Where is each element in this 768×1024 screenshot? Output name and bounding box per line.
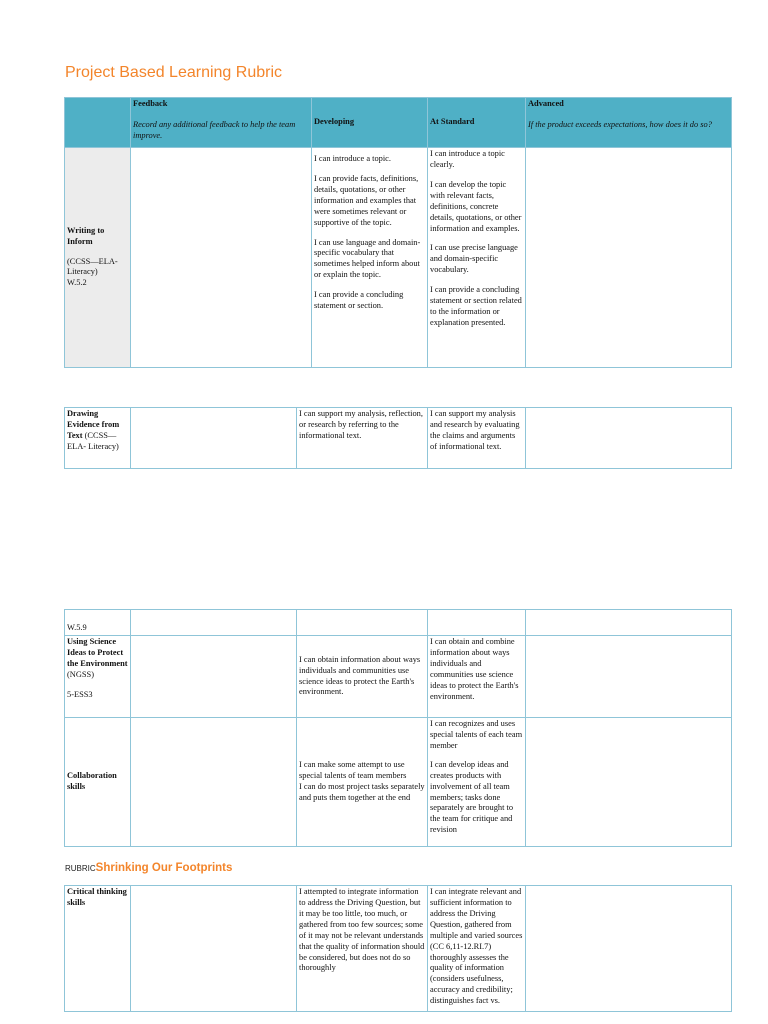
- drawing-advanced-cell[interactable]: [526, 408, 732, 469]
- critical-criterion: [65, 886, 131, 1012]
- rubric-table-critical: [64, 885, 732, 1012]
- science-dev: I can obtain information about ways individuals and communities use science ideas to protect the Earth's environment.: [299, 654, 421, 697]
- collab-criterion: [65, 718, 131, 847]
- section-subheading: [65, 858, 232, 876]
- critical-feedback-cell[interactable]: [131, 886, 297, 1012]
- header-feedback-label: Feedback: [133, 99, 168, 108]
- drawing-row: [65, 408, 732, 469]
- science-standard: (NGSS): [67, 669, 94, 679]
- page-title: Project Based Learning Rubric: [65, 64, 283, 81]
- w59-advanced-cell[interactable]: [526, 610, 732, 636]
- header-advanced: [526, 98, 732, 148]
- writing-standard: (CCSS—ELA-Literacy): [67, 256, 118, 277]
- w59-row: [65, 610, 732, 636]
- writing-code: W.5.2: [67, 278, 87, 288]
- w59-feedback-cell[interactable]: [131, 610, 297, 636]
- writing-dev-1: I can introduce a topic.: [314, 154, 391, 163]
- science-row: [65, 636, 732, 718]
- critical-advanced-cell[interactable]: [526, 886, 732, 1012]
- subheading-label: RUBRIC: [65, 864, 96, 873]
- writing-std-3: I can use precise language and domain-specific vocabulary.: [430, 243, 518, 275]
- science-std: I can obtain and combine information about ways individuals and communities use science ideas to protect the Earth's environment.: [430, 637, 519, 701]
- header-row: [65, 98, 732, 148]
- collab-dev-2: I can do most project tasks separately and puts them together at the end: [299, 782, 425, 802]
- writing-std-1: I can introduce a topic clearly.: [430, 149, 505, 169]
- writing-std-2: I can develop the topic with relevant facts, definitions, concrete details, quotations, or other information and examples.: [430, 179, 522, 233]
- science-criterion: [65, 636, 131, 718]
- drawing-developing-cell: [297, 408, 428, 469]
- writing-advanced-cell[interactable]: [526, 148, 732, 368]
- collab-row: [65, 718, 732, 847]
- subheading-title: Shrinking Our Footprints: [95, 862, 233, 874]
- writing-dev-4: I can provide a concluding statement or section.: [314, 290, 404, 311]
- critical-row: [65, 886, 732, 1012]
- header-feedback-note: Record any additional feedback to help the team improve.: [133, 119, 296, 140]
- critical-dev: I attempted to integrate information to address the Driving Question, but it may be too little, too much, or gathered from too few sources; some of it may not be relevant understands that the quality of information should be considered, but does not do so thoroughly: [299, 887, 425, 973]
- drawing-standard: (CCSS—ELA- Literacy): [67, 430, 119, 451]
- collab-title: Collaboration skills: [67, 771, 117, 791]
- critical-std: I can integrate relevant and sufficient information to address the Driving Question, gathered from multiple and varied sources (CC 6,11-12.RI.7) thoroughly assesses the quality of information (considers usefulness, accuracy and credibility; distinguishes fact vs.: [430, 887, 523, 1006]
- drawing-standard-cell: [428, 408, 526, 469]
- collab-feedback-cell[interactable]: [131, 718, 297, 847]
- drawing-title: Drawing Evidence from Text: [67, 409, 120, 440]
- science-code: 5-ESS3: [67, 689, 93, 699]
- collab-advanced-cell[interactable]: [526, 718, 732, 847]
- rubric-table-drawing: [64, 407, 732, 469]
- header-feedback: [131, 98, 312, 148]
- w59-cell: W.5.9: [65, 610, 131, 636]
- writing-dev-3: I can use language and domain-specific vocabulary that sometimes helped inform about or explain the topic.: [314, 237, 421, 280]
- collab-std-1: I can recognizes and uses special talents of each team member: [430, 719, 523, 750]
- writing-std-4: I can provide a concluding statement or section related to the information or explanation presented.: [430, 285, 522, 327]
- writing-title: Writing to Inform: [67, 225, 105, 246]
- science-feedback-cell[interactable]: [131, 636, 297, 718]
- drawing-dev: I can support my analysis, reflection, or research by referring to the informational text.: [299, 409, 423, 440]
- writing-standard-cell: [428, 148, 526, 368]
- header-advanced-note: If the product exceeds expectations, how does it do so?: [528, 119, 712, 129]
- collab-developing-cell: [297, 718, 428, 847]
- writing-feedback-cell[interactable]: [131, 148, 312, 368]
- collab-std-2: I can develop ideas and creates products with involvement of all team members; tasks done separately are brought to the team for critique and revision: [430, 759, 514, 835]
- science-title: Using Science Ideas to Protect the Environment: [67, 637, 128, 668]
- w59-developing-cell: [297, 610, 428, 636]
- drawing-std: I can support my analysis and research by evaluating the claims and arguments of informational text.: [430, 409, 520, 451]
- science-advanced-cell[interactable]: [526, 636, 732, 718]
- w59-standard-cell: [428, 610, 526, 636]
- writing-developing-cell: [312, 148, 428, 368]
- header-developing: Developing: [312, 98, 428, 148]
- drawing-criterion: [65, 408, 131, 469]
- writing-criterion: [65, 148, 131, 368]
- drawing-feedback-cell[interactable]: [131, 408, 297, 469]
- science-developing-cell: [297, 636, 428, 718]
- critical-title: Critical thinking skills: [67, 887, 127, 907]
- header-at-standard: At Standard: [428, 98, 526, 148]
- writing-dev-2: I can provide facts, definitions, details, quotations, or other information and examples that were sometimes relevant or supportive of the topic.: [314, 173, 419, 227]
- science-standard-cell: [428, 636, 526, 718]
- critical-standard-cell: [428, 886, 526, 1012]
- rubric-table-science: [64, 609, 732, 847]
- collab-standard-cell: [428, 718, 526, 847]
- rubric-table-writing: [64, 97, 732, 368]
- header-blank: [65, 98, 131, 148]
- header-advanced-label: Advanced: [528, 99, 564, 108]
- collab-dev-1: I can make some attempt to use special talents of team members: [299, 760, 407, 781]
- critical-developing-cell: [297, 886, 428, 1012]
- writing-row: [65, 148, 732, 368]
